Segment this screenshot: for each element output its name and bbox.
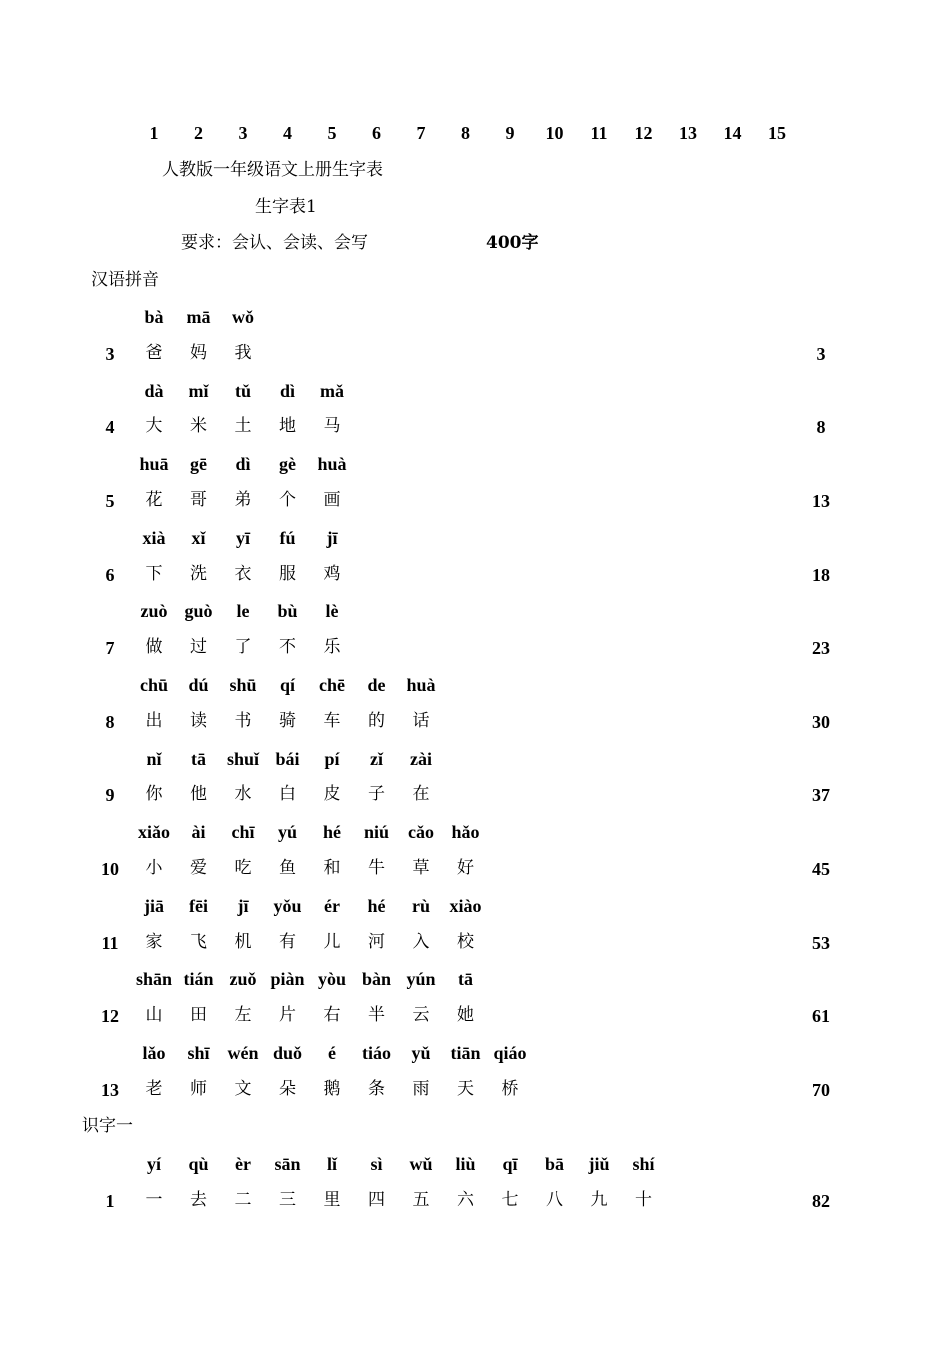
pinyin-cell: jiǔ: [588, 1154, 610, 1174]
pinyin-cell: yǒu: [273, 895, 302, 916]
pinyin-cell: niú: [363, 822, 390, 843]
character-cell: 九: [590, 1189, 608, 1210]
character-cell: 在: [412, 784, 430, 805]
character-cell: 右: [323, 1005, 341, 1026]
pinyin-cell: gē: [190, 454, 207, 475]
pinyin-cell: bù: [277, 601, 298, 622]
pinyin-cell: huà: [317, 454, 347, 475]
lesson-number: 8: [105, 711, 115, 732]
pinyin-cell: shū: [229, 675, 257, 695]
pinyin-cell: bàn: [361, 969, 392, 990]
column-number: 13: [679, 123, 697, 143]
pinyin-cell: zài: [410, 748, 432, 769]
column-number: 7: [416, 123, 426, 143]
lesson-number: 11: [101, 932, 119, 953]
character-cell: 片: [279, 1005, 296, 1026]
pinyin-cell: tǔ: [234, 380, 252, 401]
character-cell: 妈: [190, 342, 207, 363]
pinyin-cell: yún: [406, 969, 436, 990]
character-cell: 的: [368, 710, 385, 731]
pinyin-cell: de: [367, 675, 386, 695]
character-cell: 出: [145, 710, 163, 731]
pinyin-cell: tiān: [450, 1043, 481, 1063]
character-cell: 天: [457, 1078, 474, 1099]
cumulative-count: 45: [812, 859, 830, 879]
pinyin-cell: mǎ: [320, 380, 344, 401]
pinyin-cell: guò: [184, 601, 213, 622]
character-cell: 机: [234, 931, 252, 952]
cumulative-count: 30: [812, 711, 830, 732]
pinyin-cell: fēi: [189, 895, 208, 916]
character-cell: 草: [412, 858, 430, 878]
pinyin-cell: hé: [367, 895, 386, 916]
pinyin-cell: tā: [458, 969, 473, 990]
column-number: 6: [372, 123, 381, 143]
lesson-number: 10: [101, 859, 119, 879]
character-cell: 有: [279, 931, 296, 952]
cumulative-count: 18: [812, 564, 830, 585]
pinyin-cell: gè: [279, 454, 296, 475]
character-cell: 小: [145, 858, 163, 878]
character-cell: 他: [190, 784, 207, 805]
character-cell: 土: [234, 416, 252, 437]
character-cell: 河: [368, 931, 385, 952]
cumulative-count: 82: [812, 1190, 830, 1211]
character-cell: 五: [412, 1189, 430, 1210]
pinyin-cell: sān: [274, 1154, 301, 1174]
pinyin-cell: bā: [544, 1154, 565, 1174]
pinyin-cell: huà: [406, 675, 436, 695]
character-cell: 儿: [323, 931, 341, 952]
cumulative-count: 13: [812, 491, 830, 511]
character-cell: 我: [234, 342, 252, 363]
character-cell: 牛: [368, 858, 385, 878]
lesson-number: 5: [105, 491, 115, 511]
pinyin-cell: hé: [323, 822, 341, 843]
character-cell: 六: [457, 1189, 474, 1210]
character-cell: 飞: [190, 931, 207, 952]
pinyin-cell: zǐ: [370, 748, 383, 769]
pinyin-cell: xià: [142, 527, 166, 548]
cumulative-count: 53: [812, 932, 830, 953]
column-number: 5: [327, 123, 337, 143]
character-cell: 朵: [279, 1078, 296, 1099]
character-cell: 皮: [323, 784, 341, 805]
pinyin-cell: yī: [235, 527, 251, 548]
character-cell: 十: [635, 1189, 652, 1210]
pinyin-cell: dì: [235, 454, 251, 475]
character-cell: 画: [323, 490, 341, 510]
pinyin-cell: xiǎo: [137, 822, 171, 843]
column-number: 12: [634, 123, 653, 143]
pinyin-cell: zuò: [140, 601, 168, 622]
pinyin-cell: liù: [455, 1154, 476, 1174]
character-cell: 一: [145, 1189, 163, 1210]
character-cell: 校: [457, 931, 474, 952]
column-number: 2: [194, 123, 203, 143]
character-cell: 爱: [190, 858, 207, 878]
lesson-number: 6: [105, 564, 115, 585]
character-cell: 弟: [234, 490, 252, 510]
character-cell: 和: [323, 858, 341, 878]
lesson-number: 3: [105, 343, 115, 364]
pinyin-cell: cǎo: [408, 822, 434, 843]
character-cell: 半: [368, 1005, 385, 1026]
character-cell: 她: [457, 1005, 474, 1026]
pinyin-cell: xiào: [449, 895, 482, 916]
column-number: 14: [723, 123, 742, 143]
character-cell: 马: [323, 416, 341, 437]
pinyin-cell: wén: [227, 1043, 259, 1063]
character-cell: 个: [279, 490, 296, 510]
column-number: 11: [590, 123, 608, 143]
pinyin-cell: bà: [144, 307, 164, 327]
pinyin-cell: chē: [319, 675, 345, 695]
table-subtitle: 生字表1: [255, 197, 317, 217]
lesson-number: 7: [105, 638, 115, 659]
pinyin-cell: shān: [135, 969, 173, 990]
pinyin-cell: tiáo: [362, 1043, 391, 1063]
pinyin-cell: qù: [188, 1154, 209, 1174]
page-title: 人教版一年级语文上册生字表: [162, 160, 383, 180]
column-number: 15: [768, 123, 786, 143]
character-cell: 好: [457, 858, 474, 878]
character-cell: 车: [323, 710, 341, 731]
character-cell: 你: [145, 784, 163, 805]
section-heading: 汉语拼音: [91, 270, 159, 290]
character-cell: 大: [145, 416, 163, 437]
character-cell: 八: [546, 1189, 563, 1210]
character-cell: 花: [145, 490, 163, 510]
pinyin-cell: yú: [277, 822, 298, 843]
cumulative-count: 8: [816, 417, 826, 438]
pinyin-cell: lè: [325, 601, 339, 622]
cumulative-count: 70: [812, 1079, 830, 1100]
pinyin-cell: shí: [632, 1154, 655, 1174]
pinyin-cell: jī: [326, 527, 338, 548]
character-cell: 桥: [501, 1078, 519, 1099]
pinyin-cell: yǔ: [411, 1043, 431, 1063]
column-number: 1: [149, 123, 159, 143]
character-cell: 去: [190, 1189, 207, 1210]
column-number: 9: [505, 123, 515, 143]
pinyin-cell: wǔ: [409, 1154, 433, 1174]
character-cell: 衣: [234, 563, 252, 584]
pinyin-cell: duǒ: [272, 1043, 303, 1063]
pinyin-cell: jiā: [144, 895, 164, 916]
pinyin-cell: shuǐ: [226, 748, 260, 769]
pinyin-cell: lǐ: [326, 1154, 338, 1174]
character-cell: 子: [368, 784, 385, 805]
pinyin-cell: hǎo: [451, 822, 480, 843]
pinyin-cell: yí: [146, 1154, 162, 1174]
pinyin-cell: ér: [324, 895, 340, 916]
character-cell: 话: [412, 710, 430, 731]
character-cell: 文: [234, 1078, 252, 1099]
character-cell: 云: [412, 1005, 430, 1026]
character-cell: 了: [234, 637, 252, 658]
pinyin-cell: piàn: [270, 969, 305, 990]
section-heading: 识字一: [82, 1116, 133, 1136]
pinyin-cell: dà: [144, 380, 164, 401]
character-cell: 水: [234, 784, 252, 805]
pinyin-cell: lǎo: [142, 1043, 166, 1063]
character-cell: 老: [145, 1078, 163, 1099]
pinyin-cell: mā: [186, 307, 211, 327]
character-cell: 做: [145, 637, 163, 658]
lesson-number: 1: [105, 1190, 115, 1211]
lesson-number: 12: [101, 1006, 119, 1027]
pinyin-cell: sì: [370, 1154, 383, 1174]
character-cell: 入: [412, 931, 430, 952]
character-cell: 三: [279, 1189, 296, 1210]
pinyin-cell: pí: [324, 748, 340, 769]
pinyin-cell: chū: [139, 675, 169, 695]
cumulative-count: 3: [816, 343, 826, 364]
pinyin-cell: tā: [191, 748, 206, 769]
cumulative-count: 23: [812, 638, 830, 659]
pinyin-cell: shī: [187, 1043, 210, 1063]
pinyin-cell: dú: [188, 675, 209, 695]
character-cell: 鱼: [279, 858, 296, 878]
pinyin-cell: rù: [412, 895, 430, 916]
character-cell: 山: [145, 1005, 163, 1026]
character-cell: 吃: [234, 858, 252, 878]
character-cell: 下: [145, 563, 163, 584]
character-cell: 里: [323, 1189, 341, 1210]
column-number: 3: [238, 123, 248, 143]
pinyin-cell: bái: [275, 748, 300, 769]
character-cell: 条: [368, 1078, 385, 1099]
column-number: 4: [283, 123, 292, 143]
character-cell: 田: [190, 1005, 207, 1026]
pinyin-cell: tián: [183, 969, 214, 990]
pinyin-cell: ài: [191, 822, 206, 843]
pinyin-cell: dì: [279, 380, 296, 401]
character-cell: 二: [234, 1189, 252, 1210]
column-number: 10: [545, 123, 564, 143]
pinyin-cell: xǐ: [191, 527, 206, 548]
character-cell: 过: [190, 637, 207, 658]
cumulative-count: 37: [812, 785, 830, 806]
character-cell: 不: [279, 637, 296, 658]
pinyin-cell: qí: [279, 675, 296, 695]
lesson-number: 9: [105, 785, 115, 806]
pinyin-cell: huā: [139, 454, 169, 475]
character-cell: 地: [279, 416, 296, 437]
pinyin-cell: mǐ: [188, 380, 209, 401]
character-cell: 哥: [190, 490, 207, 510]
requirement-label: 要求：会认、会读、会写: [181, 233, 368, 253]
pinyin-cell: jī: [237, 895, 249, 916]
character-cell: 白: [279, 784, 296, 805]
character-cell: 骑: [279, 710, 296, 731]
pinyin-cell: wǒ: [232, 307, 254, 327]
character-cell: 服: [279, 563, 296, 584]
pinyin-cell: qiáo: [493, 1043, 527, 1063]
pinyin-cell: yòu: [317, 969, 347, 990]
pinyin-cell: le: [236, 601, 250, 622]
character-cell: 读: [190, 710, 207, 731]
character-cell: 爸: [145, 342, 163, 363]
character-cell: 鹅: [323, 1078, 341, 1099]
pinyin-cell: qī: [502, 1154, 518, 1174]
character-cell: 左: [234, 1005, 252, 1026]
pinyin-cell: nǐ: [146, 748, 162, 769]
pinyin-cell: zuǒ: [229, 969, 257, 990]
lesson-number: 4: [105, 417, 115, 438]
requirement-count: 400字: [486, 233, 539, 253]
character-cell: 米: [190, 416, 207, 437]
character-cell: 乐: [323, 637, 341, 658]
pinyin-cell: èr: [235, 1154, 251, 1174]
character-cell: 洗: [190, 563, 207, 584]
cumulative-count: 61: [812, 1006, 830, 1027]
character-cell: 雨: [412, 1078, 430, 1099]
character-cell: 书: [234, 710, 252, 731]
character-cell: 师: [190, 1078, 207, 1099]
pinyin-cell: chī: [231, 822, 255, 843]
pinyin-cell: é: [328, 1043, 336, 1063]
character-cell: 七: [501, 1189, 519, 1210]
column-number: 8: [461, 123, 470, 143]
character-cell: 家: [145, 931, 163, 952]
character-cell: 四: [368, 1189, 385, 1210]
lesson-number: 13: [101, 1079, 119, 1100]
character-cell: 鸡: [323, 563, 341, 584]
pinyin-cell: fú: [279, 527, 296, 548]
